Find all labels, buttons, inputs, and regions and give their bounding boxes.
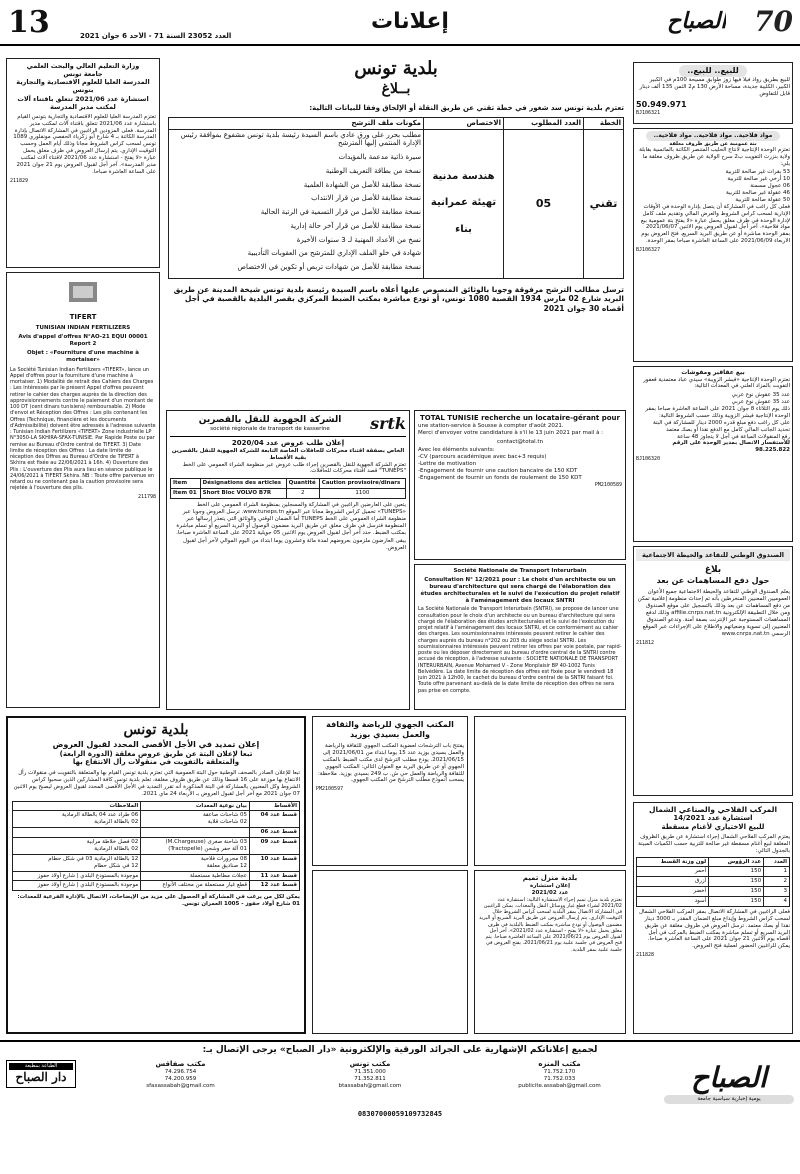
doc-item: نسخة مطابقة للأصل من قرار آخر حالة إدارية — [290, 221, 421, 230]
kasserine-ad — [166, 410, 410, 710]
total-ref: PM2100589 — [594, 481, 622, 488]
tifert-body: La Société Tunisian Indian Fertilizers «TIFERT», lance un Appel d'offres pour la fourniture d'une machine à mortaiser. 1) Modalité de retrait des Cahiers des Charges : Les intéressés par le présent Appel d'offres peuvent retirer le cahier des charges auprès de la direction des approvisionnements contre le paiement d'un montant de 100 DT (cent dinars tunisiens) remboursable. 2) Mode d'envoi et Réception des Offres : Les plis contenant les Offres (Technique, financière et les documents d'Admissibilité) doivent être adressés à l'adresse suivante : Tunisian Indian Fertilizers «TIFERT» Zone industrielle LP N°3050-LA SKHIRA-SFAX-TUNISIE. Par Rapide Poste ou par remise au Bureau d'Ordre central de TIFERT. 3) Date limite de réception des Offres : La date limite de réception des Offres au Bureau d'Ordre de TIFERT à Skhira est fixée au 22/06/2021 à 16h. 4) Ouverture des Plis : L'ouverture des Plis aura lieu en séance publique le 24/06/2021 à TIFERT Skhira. NB : Toute offre parvenue en retard ou ne contenant pas la caution provisoire sera rejetée à l'ouverture des plis. — [10, 366, 156, 492]
total-line: -Lettre de motivation — [418, 461, 477, 468]
ministry-ref: 211829 — [10, 177, 29, 184]
section-title: إعلانات — [371, 9, 449, 34]
agri-body2: فعلى كل راغب في المشاركة أن يتصل بإدارة الوحدة في الأوقات الإدارية لسحب كراس الشروط والعرض المالي وتقديم ملف كامل لإدارة الوحدة في ظرف مغلق يحمل عبارة «لا يفتح بتة عمومية بيع مواد فلاحية». آخر أجل لقبول العروض يوم الاثنين 2021/06/07 بمقر الوحدة مباشرة أو عن طريق البريد السريع. فتح العروض يوم الاربعاء 2021/06/09 على الساعة العاشرة صباحا بمقر الوحدة. — [640, 203, 790, 245]
footer-logo: الصباح — [691, 1061, 767, 1095]
youth-extra — [312, 870, 468, 1034]
table-row — [13, 811, 300, 828]
total-line: Avec les éléments suivants: — [418, 447, 495, 454]
municipality-title: بلدية تونس — [354, 58, 438, 79]
agri-ad — [633, 128, 793, 362]
beja-ad — [6, 716, 306, 1034]
cell: قسط عدد 04 — [250, 811, 300, 828]
agri-item: 46 عقولة غير صالحة للتربية — [726, 190, 790, 196]
plan-cell: تقني — [584, 129, 624, 278]
col-docs: مكونات ملف الترشح — [169, 117, 424, 129]
livestock-table — [636, 857, 790, 907]
doc-item: مطلب بحرر على ورق عادي باسم السيدة رئيسة بلدية تونس مشفوع بموافقة رئيس الإدارة المنتمي إليها المترشح — [180, 130, 421, 148]
col-count: العدد المطلوب — [504, 117, 584, 129]
specialty: تهيئة عمرانية — [430, 197, 497, 209]
sntri-name: Société Nationale de Transport Interurbain — [453, 568, 587, 574]
livestock-col: عدد الرؤوس — [709, 857, 764, 867]
ministry-title3: المدرسة العليا للعلوم الاقتصادية والتجارية بتونس — [16, 78, 150, 95]
cell: أخضر — [637, 887, 709, 897]
vehicles-item: عدد 35 عقوش نوع عربي — [731, 399, 790, 406]
tifert-ad — [6, 272, 160, 708]
cell: 05 شاحنات صاعقة 02 شاحنات قلابة — [141, 811, 250, 828]
vehicles-item: عدد 35 عقوش نوع عربي — [731, 392, 790, 399]
cell: 150 — [709, 867, 764, 877]
youth-body: يفتتح باب الترشحات لعضوية المكتب الجهوي للثقافة والرياضة والعمل بسيدي بوزيد عدد 15 يوما ابتداء من 2021/06/01 إلى 2021/06/15. يودع مطلب الترشح لدى مكتب الضبط بالمكتب الجهوي أو عن طريق البريد مع العنوان التالي: المكتب الجهوي للثقافة والرياضة والعمل حي ش. ب 249 بسيدي بوزيد. ملاحظة: يسحب أنموذج مطلب الترشح من المكتب الجهوي. — [317, 743, 464, 784]
cell: قطع غيار مستعملة من مختلف الأنواع — [141, 881, 250, 891]
kasserine-name-fr: société régionale de transport de kasserine — [210, 426, 330, 433]
col: Caution provisoire/dinars — [319, 479, 405, 489]
tamim-ad — [474, 870, 626, 1034]
cell: 150 — [709, 887, 764, 897]
office-phone: 74.296.754 — [164, 1069, 197, 1075]
cell: 02 فصل خلاطة مرابية 02 بالطالة الرمادية — [13, 838, 141, 855]
office-phone: 71.752.170 — [543, 1069, 576, 1075]
cell — [141, 828, 250, 838]
total-line: -Engagement de fournir une caution bancaire de 150 KDT — [418, 468, 578, 474]
table-row — [13, 838, 300, 855]
office-mail: publicite.assabah@gmail.com — [518, 1082, 601, 1089]
table-row — [13, 881, 300, 891]
cell: عجلات مطاطية مستعملة — [141, 871, 250, 881]
beja-subtitle3: والمتعلقة بالتفويت في منقولات رأل الانتفاع بها — [72, 758, 240, 767]
srtk-logo: srtk — [370, 414, 406, 433]
tifert-ref: 211798 — [137, 493, 156, 500]
cell: 150 — [709, 897, 764, 907]
stamp-text: دار الصباح — [15, 1069, 67, 1084]
col: الأقساط — [250, 801, 300, 811]
livestock-ref: 211828 — [636, 952, 655, 959]
table-row — [171, 489, 406, 499]
livestock-title: المركب الفلاحي والصناعي الشمال — [648, 805, 778, 814]
specialty-cell — [424, 129, 504, 278]
total-ad — [414, 410, 626, 560]
total-line: -CV (parcours académique avec bac+3 requis) — [418, 454, 547, 461]
municipality-ad — [166, 56, 626, 406]
cell: قسط عدد 11 — [250, 871, 300, 881]
livestock-ad — [633, 802, 793, 1034]
tifert-logo-text: TIFERT — [69, 312, 97, 321]
livestock-body: يعتزم المركب الفلاحي الشمال إجراء استشارة عن طريق الظروف المغلقة لبيع أغنام مسقطة غير صالحة للتربية حسب الكميات المبينة بالجدول التالي: — [638, 833, 790, 854]
table-row — [13, 854, 300, 871]
doc-item: شهادة في خلو الملف الإداري للمترشح من العقوبات التأديبية — [247, 249, 421, 258]
ministry-ad — [6, 58, 160, 268]
office-fax: 74.200.959 — [164, 1075, 197, 1082]
cell: قسط عدد 12 — [250, 881, 300, 891]
kasserine-body: يتعين على العارضين الراغبين في المشاركة والمسجلين بمنظومة الشراء العمومي على الخط «TUNEPS» تحميل كراس الشروط مجانا عبر الموقع www.tuneps.tn. ترسل العروض وجوبا عبر منظومة الشراء العمومي على الخط TUNEPS أما الضمان الوقتي والوثائق التي يتعذر إرسالها عبر المنظومة فترسل في ظرف مغلق عن طريق البريد مضمون الوصول أو البريد السريع أو تسلم مباشرة بمكتب الضبط. حدد آخر أجل لقبول العروض يوم الاثنين 05 جويلية 2021 على الساعة العاشرة صباحا. — [176, 502, 406, 536]
cell: موجودة بالمستودع البلدي | شارع أولاد حفوز — [13, 881, 141, 891]
sntri-title: Consultation N° 12/2021 pour : Le choix d'un architecte ou un bureau d'architecture qui sera chargé de l'élaboration des études architecturales et le suivi de l'exécution du projet relatif à l'aménagement des locaux SNTRI — [420, 576, 620, 604]
cell: 3 — [764, 887, 790, 897]
footer-office — [285, 1060, 455, 1089]
doc-item: سيرة ذاتية مدعمة بالمؤيدات — [338, 153, 421, 161]
total-title: TOTAL TUNISIE recherche un locataire-gérant pour — [420, 414, 620, 422]
pension-ad — [633, 546, 793, 796]
count-cell: 05 — [504, 129, 584, 278]
cell: Short Bloc VOLVO B7R — [200, 489, 286, 499]
municipality-intro: تعتزم بلدية تونس سد شغور في خطة تقني عن طريق النقلة أو الإلحاق وفقا للبيانات التالية: — [309, 104, 624, 112]
vehicles-item: ذلك يوم الثلاثاء 8 جوان 2021 على الساعة العاشرة صباحا بمقر الوحدة الإنتاجية فيشر الزويبة وذلك حسب الشروط التالية: — [645, 406, 790, 419]
agri-item: 53 بقرات غير صالحة للتربية — [725, 169, 790, 176]
tamim-subtitle: إعلان استشارة — [529, 882, 571, 889]
footer-office — [475, 1060, 645, 1089]
table-row — [637, 887, 790, 897]
sale-title: للبيع.. للبيع.. — [679, 65, 746, 77]
agri-item: 50 عقولة صالحة للتربية — [735, 196, 790, 203]
tifert-title: Avis d'appel d'offres N°AO-21 EQUI 00001 Report 2 — [18, 334, 148, 347]
cell: 150 — [709, 877, 764, 887]
doc-item: نسخة مطابقة للأصل من شهادات تربص أو تكوين في الاختصاص — [237, 263, 421, 271]
vehicles-ref: BJ106320 — [636, 456, 661, 463]
ministry-title4: استشارة عدد 2021/06 تتعلق باقتناء آلات لمكتب مدير المدرسة — [17, 94, 149, 111]
ministry-title2: جامعة تونس — [63, 70, 103, 79]
cell: موجودة بالمستودع البلدي | شارع أولاد حفوز — [13, 871, 141, 881]
tifert-name: TUNISIAN INDIAN FERTILIZERS — [35, 325, 131, 332]
kasserine-subtitle: الخاص بصفقة اقتناء محركات للحافلات الخاصة التابعة للشركة الجهوية للنقل بالقصرين — [171, 447, 405, 454]
beja-title: بلدية تونس — [123, 722, 189, 738]
masthead-logo — [665, 2, 795, 42]
kasserine-name-ar: الشركة الجهوية للنقل بالقصرين — [198, 414, 342, 425]
kasserine-intro: تعتزم الشركة الجهوية للنقل بالقصرين إجراء طلب عروض عبر منظومة الشراء العمومي على الخط "TUNEPS" قصد اقتناء محركات للحافلات. — [182, 461, 406, 475]
office-fax: 71.352.811 — [354, 1075, 386, 1082]
col-specialty: الاختصاص — [424, 117, 504, 129]
total-line: -Engagement de fournir un fonds de roulement de 150 KDT — [418, 474, 582, 481]
vehicles-contact: للاستفسار الاتصال بمدير الوحدة على الرقم 98.225.822 — [672, 440, 790, 454]
agri-title: مواد فلاحية.. مواد فلاحية.. مواد فلاحية.. — [646, 131, 781, 141]
office-mail: btassabah@gmail.com — [338, 1082, 402, 1089]
col-plan: الخطة — [584, 117, 624, 129]
tamim-subtitle2: عدد 2021/02 — [531, 889, 569, 896]
doc-item: نسخ من الأعداد المهنية لـ 3 سنوات الأخيرة — [296, 235, 421, 244]
municipality-footer: ترسل مطالب الترشح مرفوقة وجوبا بالوثائق المنصوص عليها أعلاه باسم السيدة رئيسة بلدية تونس شيخة المدينة عن طريق البريد شارع 02 مارس 1934 القصبة 1080 تونس، أو تودع مباشرة بمكتب الضبط المركزي بقصر البلدية بالقصبة في أجل أقصاه 30 جوان 2021 — [173, 284, 624, 313]
cell: 2 — [286, 489, 319, 499]
sale-ad — [633, 62, 793, 124]
footer-banner: لجميع إعلاناتكم الإشهارية على الجرائد الورقية والإلكترونية «دار الصباح» يرجى الإتصال بـ: — [202, 1045, 598, 1055]
vehicles-ad — [633, 366, 793, 542]
livestock-body2: فعلى الراغبين في المشاركة الاتصال بمقر المركب الفلاحي الشمال لسحب كراس الشروط وإيداع مبلغ الضمان المقدر بـ 3000 دينار نقدا أو بصك معتمد. ترسل العروض في ظروف مغلقة عن طريق البريد السريع أو تسلم مباشرة بمكتب الضبط بالمركب في أجل أقصاه يوم الاثنين 21 جوان 2021 على الساعة العاشرة صباحا. يمكن للراغبين الحضور لعملية فتح العروض. — [638, 908, 790, 950]
cell — [13, 828, 141, 838]
sntri-body: La Société Nationale de Transport Interurbain (SNTRI), se propose de lancer une consultation pour le choix d'un architecte ou un bureau d'architecture qui sera chargé de l'élaboration des études architecturales et le suivi de l'exécution du projet relatif à l'aménagement des locaux SNTRI, et ce conformément au cahier des charges. Les soumissionnaires intéressés peuvent retirer le cahier des charges auprès du bureau n°202 ou 203 du siège social SNTRI. Les soumissionnaires intéressés peuvent retirer les offres par voie postale, par rapid-poste ou les déposer directement au bureau d'ordre central de la SNTRI contre accusé de réception, à l'adresse suivante : SOCIETE NATIONALE DE TRANSPORT INTERURBAIN, Avenue Mohamed V - Zone Monplaisir BP 40-1002 Tunis Belvédère. La date limite de réception des offres est fixée pour le vendredi 18 juin 2021 à 12h00, le cachet du bureau d'ordre central de la SNTRI faisant foi. Toute offre parvenant au-delà de la date limite de réception des offres ne sera pas prise en compte. — [418, 606, 622, 694]
youth-ad — [312, 716, 468, 866]
specialty: هندسة مدنية — [432, 170, 495, 182]
total-line: une station-service à Sousse à compter d'août 2021. — [418, 422, 564, 429]
livestock-col: العدد — [764, 857, 790, 867]
footer-office — [96, 1060, 266, 1089]
ministry-body: تعتزم المدرسة العليا للعلوم الاقتصادية والتجارية بتونس القيام باستشارة عدد 2021/06 تتعلق باقتناء آلات لمكتب مدير المدرسة. فعلى المزودين الراغبين في المشاركة الاتصال بإدارة المدرسة الكائنة بـ 4 شارع أبو زكرياء الحفصي مونفلوري 1089 تونس لسحب كراس الشروط مجانا وذلك أيام العمل وحسب التوقيت الإداري. يتم إرسال العروض في ظرف مغلق يحمل عبارة «لا يفتح - استشارة عدد 2021/06 لاقتناء آلات لمكتب مدير المدرسة». آخر أجل لقبول العروض يوم 21 جوان 2021 على الساعة العاشرة صباحا. — [13, 113, 156, 175]
beja-table — [12, 801, 300, 892]
beja-subtitle: إعلان تمديد في الأجل الأقصى المحدد لقبول العروض — [52, 739, 260, 749]
table-row — [13, 828, 300, 838]
table-row — [169, 129, 624, 278]
pension-subtitle2: حول دفع المساهمات عن بعد — [656, 576, 770, 586]
youth-title: المكتب الجهوي للرياضة والثقافة والعمل بسيدي بوزيد — [326, 720, 454, 739]
cell: أسود — [637, 897, 709, 907]
docs-cell — [169, 129, 424, 278]
agri-subtitle: بتة عمومية عن طريق ظروف مغلقة — [669, 140, 757, 147]
table-row — [637, 867, 790, 877]
footer-account: 08307000059109732845 — [357, 1110, 443, 1119]
logo-number: 70 — [754, 5, 793, 38]
sntri-ad — [414, 564, 626, 710]
kasserine-subtitle2: بقية الأقساط — [269, 454, 307, 461]
table-row — [637, 897, 790, 907]
cell: 1 — [764, 867, 790, 877]
footer — [0, 1040, 800, 1174]
vehicles-item: رفع المنقولات المباعة في أجل لا يتجاوز 48 ساعة — [677, 433, 790, 440]
youth-ref: PM2100597 — [316, 786, 344, 793]
cell: 08 مجرورات فلاحية 12 صناديق معلقة — [141, 854, 250, 871]
col: بيان نوعية المعدات — [141, 801, 250, 811]
footer-stamp — [6, 1060, 76, 1087]
office-fax: 71.752.033 — [543, 1075, 576, 1082]
footer-logo-sub: يومية إخبارية سياسية جامعة — [664, 1095, 794, 1104]
cell: 4 — [764, 897, 790, 907]
pension-subtitle: بلاغ — [704, 565, 722, 576]
stamp-sub: الطباعة بمطبعة — [9, 1063, 73, 1069]
cell: 1100 — [319, 489, 405, 499]
cell: 12 بالطالة الرمادية 03 في شكل حطام 12 في شكل حطام — [13, 854, 141, 871]
doc-item: نسخة مطابقة للأصل من الشهادة العلمية — [303, 180, 421, 189]
page-number: 13 — [8, 5, 50, 40]
col: Désignations des articles — [200, 479, 286, 489]
office-title: مكتب تونس — [349, 1060, 391, 1069]
municipality-subtitle: بــلاغ — [381, 80, 411, 97]
livestock-col: لون وزنة القسط — [637, 857, 709, 867]
municipality-table — [168, 117, 624, 279]
livestock-subtitle2: للبيع الاختياري لأغنام مسقطة — [661, 823, 765, 832]
beja-body: تبعا للإعلان الصادر بالصحف الوطنية حول البتة العمومية التي تعتزم بلدية تونس القيام بها والمتعلقة بالتفويت في منقولات رأل الانتفاع بها موزعة على 16 قسطا وذلك عن طريق ظروف مغلقة، تعلم بلدية تونس كافة المشاركين الذين سحبوا كراس الشروط وكل المعنيين بالمشاركة في البتة المذكورة أنه تقرر التمديد في الأجل الأقصى المحدد لقبول العروض ليصبح يوم الاثنين 07 جوان 2021 مع آخر أجل لقبول العروض بـ الأربعاء 24 ماي 2021. — [13, 770, 300, 797]
doc-item: نسخة مطابقة للأصل من قرار الانتداب — [311, 194, 421, 203]
tamim-body: تعتزم بلدية منزل تميم إجراء الاستشارة التالية: استشارة عدد 2021/02 لشراء قطع غيار ووسائل النقل والمعدات. يمكن للراغبين في المشاركة الاتصال بمقر البلدية لسحب كراس الشروط خلال التوقيت الإداري. يتم إرسال العروض عن طريق البريد السريع أو البريد مضمون الوصول أو تودع مباشرة بمكتب الضبط بالبلدية في ظرف مغلق يحمل عبارة «لا يفتح - استشارة عدد 2021/02». آخر أجل لقبول العروض يوم 2021/06/21 على الساعة العاشرة صباحا. يتم فتح العروض في جلسة علنية يوم 2021/06/21. يفتح العروض في جلسة علنية بمقر البلدية. — [479, 896, 622, 953]
vehicles-item: تحديد الجانب المالي كامل مع الدفع نقدا أو بصك معتمد — [666, 426, 790, 433]
livestock-subtitle1: استشارة عدد 14/2021 — [673, 814, 753, 823]
footer-logo-block — [664, 1060, 794, 1104]
center-extra — [474, 716, 626, 866]
issue-line: العدد 23052 السنة 71 - الأحد 6 جوان 2021 — [80, 32, 232, 40]
tifert-logo — [10, 280, 156, 321]
cell: قسط عدد 06 — [250, 828, 300, 838]
kasserine-body2: يبقى العارضون ملزمون بعروضهم لمدة مائة وعشرون يوما ابتداء من اليوم الموالي لآخر أجل لقبول العروض. — [182, 538, 406, 552]
total-email: contact@total.tn — [496, 438, 544, 445]
pension-body: يعلم الصندوق الوطني للتقاعد والحيطة الاجتماعية جميع الأعوان العموميين المعنيين المنخرطين بأنه تم إحداث منظومة إعلامية تمكن من دفع المساهمات عن بعد وذلك بالتسجيل على موقع الصندوق ومن خلال التطبيقة الإلكترونية affilie.cnrps.nat.tn وذلك لدفع المساهمات المستوجبة عبر الإنترنت بصفة آمنة. وتدعو الصندوق المعنيين إلى تسوية وضعياتهم والاطلاع على الإجراءات عبر الموقع الرسمي www.cnrps.nat.tn — [637, 589, 790, 637]
cell: 2 — [764, 877, 790, 887]
cell: Item 01 — [171, 489, 201, 499]
ministry-title1: وزارة التعليم العالي والبحث العلمي — [26, 62, 140, 70]
pension-ref: 211812 — [636, 639, 655, 646]
beja-subtitle2: تبعا لإعلان البتة عن طريق عروض مغلقة (الدورة الرابعة) — [59, 749, 253, 758]
col: الملاحظات — [13, 801, 141, 811]
table-row — [13, 871, 300, 881]
total-line: Merci d'envoyer votre candidature à s'il le 13 juin 2021 par mail à : — [418, 429, 604, 436]
beja-footer: يمكن لكل من يرغب في المشاركة أو الحصول على مزيد من الإيضاحات، الاتصال بالإدارة الفرعية للمعدات: 01 شارع أولاد حفوز - 1005 العمران تونس. — [17, 894, 300, 908]
cell: قسط عدد 10 — [250, 854, 300, 871]
cell: قسط عدد 09 — [250, 838, 300, 855]
tifert-emblem-icon — [63, 280, 103, 310]
sale-body: للبيع بطريق رواد فيلا فيها زوز طوابق مسيحة 100م في الكبير الكبير، الكليبة جديدة، مساحة الأرض 130 م2 الثمن 135 ألف دينار قابل للتفاوض — [639, 77, 790, 97]
cell: أحمر — [637, 867, 709, 877]
kasserine-table — [170, 478, 406, 499]
vehicles-title: بيع عقاقير ومفوشات — [681, 369, 745, 376]
cell: أزرق — [637, 877, 709, 887]
col: Item — [171, 479, 201, 489]
vehicles-body: تعتزم الوحدة الإنتاجية «فيشر الزويبة» سيدي عباد معتمدية قعفور التفويت بالمزاد العلني في المعدات التالية: — [643, 376, 790, 390]
agri-item: 06 عجول مسمنة — [750, 183, 790, 190]
pension-title: الصندوق الوطني للتقاعد والحيطة الاجتماعية — [636, 549, 790, 561]
sale-phone: 50.949.971 — [636, 99, 687, 109]
table-row — [637, 877, 790, 887]
doc-item: نسخة من بطاقة التعريف الوطنية — [325, 166, 421, 175]
cell: 06 طراد عدد 04 بالطالة الرمادية 02 بالطالة الرمادية — [13, 811, 141, 828]
kasserine-title: إعلان طلب عروض عدد 2020/04 — [231, 439, 345, 447]
agri-body: تعتزم الوحدة الإنتاجية لانتاج الحليب المتنصر الكائنة بالماتسية بقابلة ولاية بنزرت التفويت ب2 سرح الولاية عن طريق ظروف مغلقة ما يلي: — [639, 146, 790, 167]
col: Quantité — [286, 479, 319, 489]
agri-ref: BJ106327 — [636, 247, 661, 253]
tifert-object: Objet : «Fourniture d'une machine à mortaiser» — [27, 349, 139, 363]
page-header — [0, 0, 800, 46]
office-title: مكتب المنزه — [538, 1060, 581, 1069]
cell: 03 شاحنة صغرى (M.Chargeuse) 01 آلة حفر وشحن (Tractopelle) — [141, 838, 250, 855]
doc-item: نسخة مطابقة للأصل من قرار التسمية في الرتبة الحالية — [260, 208, 421, 216]
office-phone: 71.351.000 — [354, 1069, 386, 1075]
vehicles-item: على كل راغب دفع مبلغ قدره 2000 دينار للمشاركة في البتة — [653, 419, 790, 426]
sale-ref: BJ106321 — [636, 109, 661, 116]
office-title: مكتب صفاقس — [155, 1060, 206, 1069]
specialty: بناء — [455, 223, 472, 235]
office-mail: sfaxassabah@gmail.com — [146, 1082, 215, 1089]
tamim-title: بلدية منزل تميم — [522, 874, 578, 882]
logo-text: الصباح — [667, 8, 727, 34]
agri-item: 10 أرخي غير صالحة للتربية — [727, 176, 790, 183]
